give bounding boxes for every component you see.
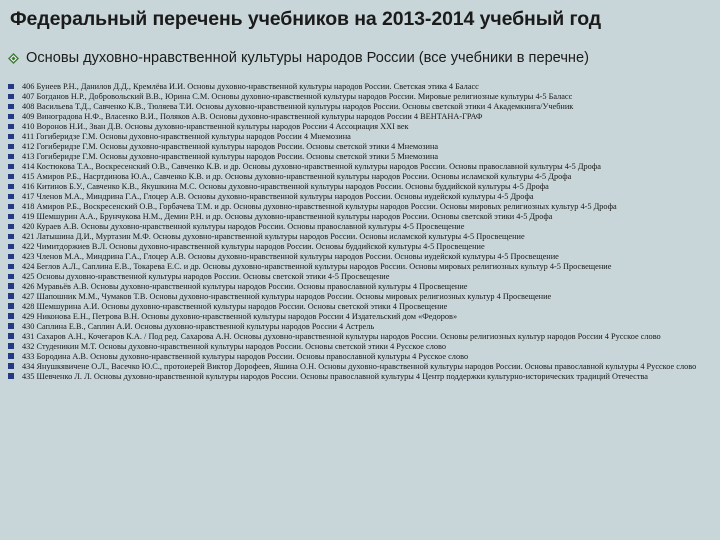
diamond-bullet-icon [8, 53, 19, 64]
list-item [8, 372, 712, 382]
list-item [8, 142, 712, 152]
list-item [8, 122, 712, 132]
square-bullet-icon [8, 224, 14, 230]
list-item [8, 192, 712, 202]
list-item [8, 152, 712, 162]
square-bullet-icon [8, 353, 14, 359]
list-item-text: 423 Членов М.А., Миндрина Г.А., Глоцер А.В. Основы духовно-нравственной культуры народов России. Основы иудейской культуры 4-5 Просвещение [22, 251, 559, 261]
list-item-text: 433 Бородина А.В. Основы духовно-нравственной культуры народов России. Основы православной культуры 4 Русское слово [22, 351, 469, 361]
square-bullet-icon [8, 244, 14, 250]
square-bullet-icon [8, 174, 14, 180]
list-item-text: 412 Гогиберидзе Г.М. Основы духовно-нравственной культуры народов России. Основы светской этики 4 Мнемозина [22, 141, 439, 151]
square-bullet-icon [8, 234, 14, 240]
list-item [8, 132, 712, 142]
square-bullet-icon [8, 274, 14, 280]
list-item-text: 418 Амиров Р.Б., Воскресенский О.В., Горбачева Т.М. и др. Основы духовно-нравственной культуры народов России. Основы мировых религиозных культур 4-5 Дрофа [22, 201, 617, 211]
list-item [8, 182, 712, 192]
list-item [8, 312, 712, 322]
list-item [8, 162, 712, 172]
list-item-text: 417 Членов М.А., Миндрина Г.А., Глоцер А.В. Основы духовно-нравственной культуры народов России. Основы иудейской культуры 4-5 Дрофа [22, 191, 534, 201]
list-item [8, 212, 712, 222]
list-item [8, 262, 712, 272]
list-item-text: 421 Латышина Д.И., Муртазин М.Ф. Основы духовно-нравственной культуры народов России. Основы исламской культуры 4-5 Просвещение [22, 231, 525, 241]
page-title: Федеральный перечень учебников на 2013-2014 учебный год [10, 8, 602, 30]
square-bullet-icon [8, 363, 14, 369]
list-item [8, 242, 712, 252]
square-bullet-icon [8, 114, 14, 120]
list-item [8, 172, 712, 182]
list-item-text: 406 Бунеев Р.Н., Данилов Д.Д., Кремлёва И.И. Основы духовно-нравственной культуры народов России. Светская этика 4 Баласс [22, 82, 479, 91]
list-item-text: 413 Гогиберидзе Г.М. Основы духовно-нравственной культуры народов России. Основы светской этики 5 Мнемозина [22, 151, 439, 161]
list-item-text: 419 Шемшурин А.А., Брунчукова Н.М., Демин Р.Н. и др. Основы духовно-нравственной культуры народов России. Основы светской этики 4-5 Дрофа [22, 211, 553, 221]
square-bullet-icon [8, 104, 14, 110]
list-item-text: 422 Чимитдоржиев В.Л. Основы духовно-нравственной культуры народов России. Основы буддийской культуры 4-5 Просвещение [22, 241, 485, 251]
list-item [8, 112, 712, 122]
square-bullet-icon [8, 84, 14, 90]
list-item-text: 410 Воронов Н.И., Зван Д.В. Основы духовно-нравственной культуры народов России 4 Ассоциация XXI век [22, 121, 409, 131]
list-item-text: 416 Китинов Б.У., Савченко К.В., Якушкина М.С. Основы духовно-нравственной культуры народов России. Основы буддийской культуры 4-5 Дрофа [22, 181, 549, 191]
list-item [8, 102, 712, 112]
square-bullet-icon [8, 323, 14, 329]
list-item-text: 409 Виноградова Н.Ф., Власенко В.И., Поляков А.В. Основы духовно-нравственной культуры народов России 4 ВЕНТАНА-ГРАФ [22, 111, 483, 121]
list-item [8, 222, 712, 232]
list-item-text: 414 Костюкова Т.А., Воскресенский О.В., Савченко К.В. и др. Основы духовно-нравственной культуры народов России. Основы православной культуры 4-5 Дрофа [22, 161, 601, 171]
square-bullet-icon [8, 293, 14, 299]
list-item [8, 272, 712, 282]
list-item [8, 252, 712, 262]
section-heading-text: Основы духовно-нравственной культуры народов России (все учебники в перечне) [26, 50, 589, 66]
list-item-text: 408 Васильева Т.Д., Савченко К.В., Тюляева Т.И. Основы духовно-нравственной культуры народов России. Основы светской этики 4 Академкнига/Учебник [22, 101, 574, 111]
list-item-text: 424 Беглов А.Л., Саплина Е.В., Токарева Е.С. и др. Основы духовно-нравственной культуры народов России. Основы мировых религиозных культур 4-5 Просвещение [22, 261, 612, 271]
list-item-text: 415 Амиров Р.Б., Насртдинова Ю.А., Савченко К.В. и др. Основы духовно-нравственной культуры народов России. Основы исламской культуры 4-5 Дрофа [22, 171, 572, 181]
list-item [8, 332, 712, 342]
square-bullet-icon [8, 264, 14, 270]
square-bullet-icon [8, 94, 14, 100]
list-item [8, 92, 712, 102]
list-item-text: 407 Богданов Н.Р., Добровольский В.В., Юрина С.М. Основы духовно-нравственной культуры народов России. Мировые религиозные культуры 4-5 Баласс [22, 91, 573, 101]
list-item [8, 292, 712, 302]
list-item-text: 435 Шевченко Л. Л. Основы духовно-нравственной культуры народов России. Основы православной культуры 4 Центр поддержки культурно-исторических традиций Отечества [22, 371, 648, 381]
list-item-text: 429 Никонова Е.Н., Петрова В.Н. Основы духовно-нравственной культуры народов России 4 Издательский дом «Федоров» [22, 311, 458, 321]
square-bullet-icon [8, 144, 14, 150]
square-bullet-icon [8, 333, 14, 339]
square-bullet-icon [8, 343, 14, 349]
list-item [8, 322, 712, 332]
list-item-text: 426 Муравьёв А.В. Основы духовно-нравственной культуры народов России. Основы православной культуры 4 Просвещение [22, 281, 468, 291]
square-bullet-icon [8, 134, 14, 140]
list-item-text: 432 Студеникин М.Т. Основы духовно-нравственной культуры народов России. Основы светской этики 4 Русское слово [22, 341, 447, 351]
list-item-text: 420 Кураев А.В. Основы духовно-нравственной культуры народов России. Основы православной культуры 4-5 Просвещение [22, 221, 465, 231]
list-item-text: 427 Шапошник М.М., Чумаков Т.В. Основы духовно-нравственной культуры народов России. Основы мировых религиозных культур 4 Просвещение [22, 291, 552, 301]
list-item [8, 362, 712, 372]
list-item-text: 425 Основы духовно-нравственной культуры народов России. Основы светской этики 4-5 Просвещение [22, 271, 390, 281]
list-item [8, 82, 712, 92]
square-bullet-icon [8, 154, 14, 160]
square-bullet-icon [8, 283, 14, 289]
square-bullet-icon [8, 124, 14, 130]
square-bullet-icon [8, 254, 14, 260]
list-item-text: 434 Янушкявичене О.Л., Васечко Ю.С., протоиерей Виктор Дорофеев, Яшина О.Н. Основы духовно-нравственной культуры народов России. Основы православной культуры 4 Русское слово [22, 361, 697, 371]
section-heading [8, 50, 720, 66]
square-bullet-icon [8, 313, 14, 319]
square-bullet-icon [8, 204, 14, 210]
list-item [8, 232, 712, 242]
list-item [8, 282, 712, 292]
square-bullet-icon [8, 194, 14, 200]
square-bullet-icon [8, 164, 14, 170]
list-item [8, 352, 712, 362]
list-item-text: 431 Сахаров А.Н., Кочегаров К.А. / Под ред. Сахарова А.Н. Основы духовно-нравственной культуры народов России. Основы религиозных культур народов России 4 Русское слово [22, 331, 661, 341]
square-bullet-icon [8, 373, 14, 379]
list-item [8, 302, 712, 312]
square-bullet-icon [8, 303, 14, 309]
list-item [8, 342, 712, 352]
list-item-text: 430 Саплина Е.В., Саплин А.И. Основы духовно-нравственной культуры народов России 4 Астрель [22, 321, 375, 331]
square-bullet-icon [8, 214, 14, 220]
list-item-text: 411 Гогиберидзе Г.М. Основы духовно-нравственной культуры народов России 4 Мнемозина [22, 131, 351, 141]
square-bullet-icon [8, 184, 14, 190]
textbook-list [8, 82, 712, 382]
list-item [8, 202, 712, 212]
list-item-text: 428 Шемшурина А.И. Основы духовно-нравственной культуры народов России. Основы светской этики 4 Просвещение [22, 301, 448, 311]
